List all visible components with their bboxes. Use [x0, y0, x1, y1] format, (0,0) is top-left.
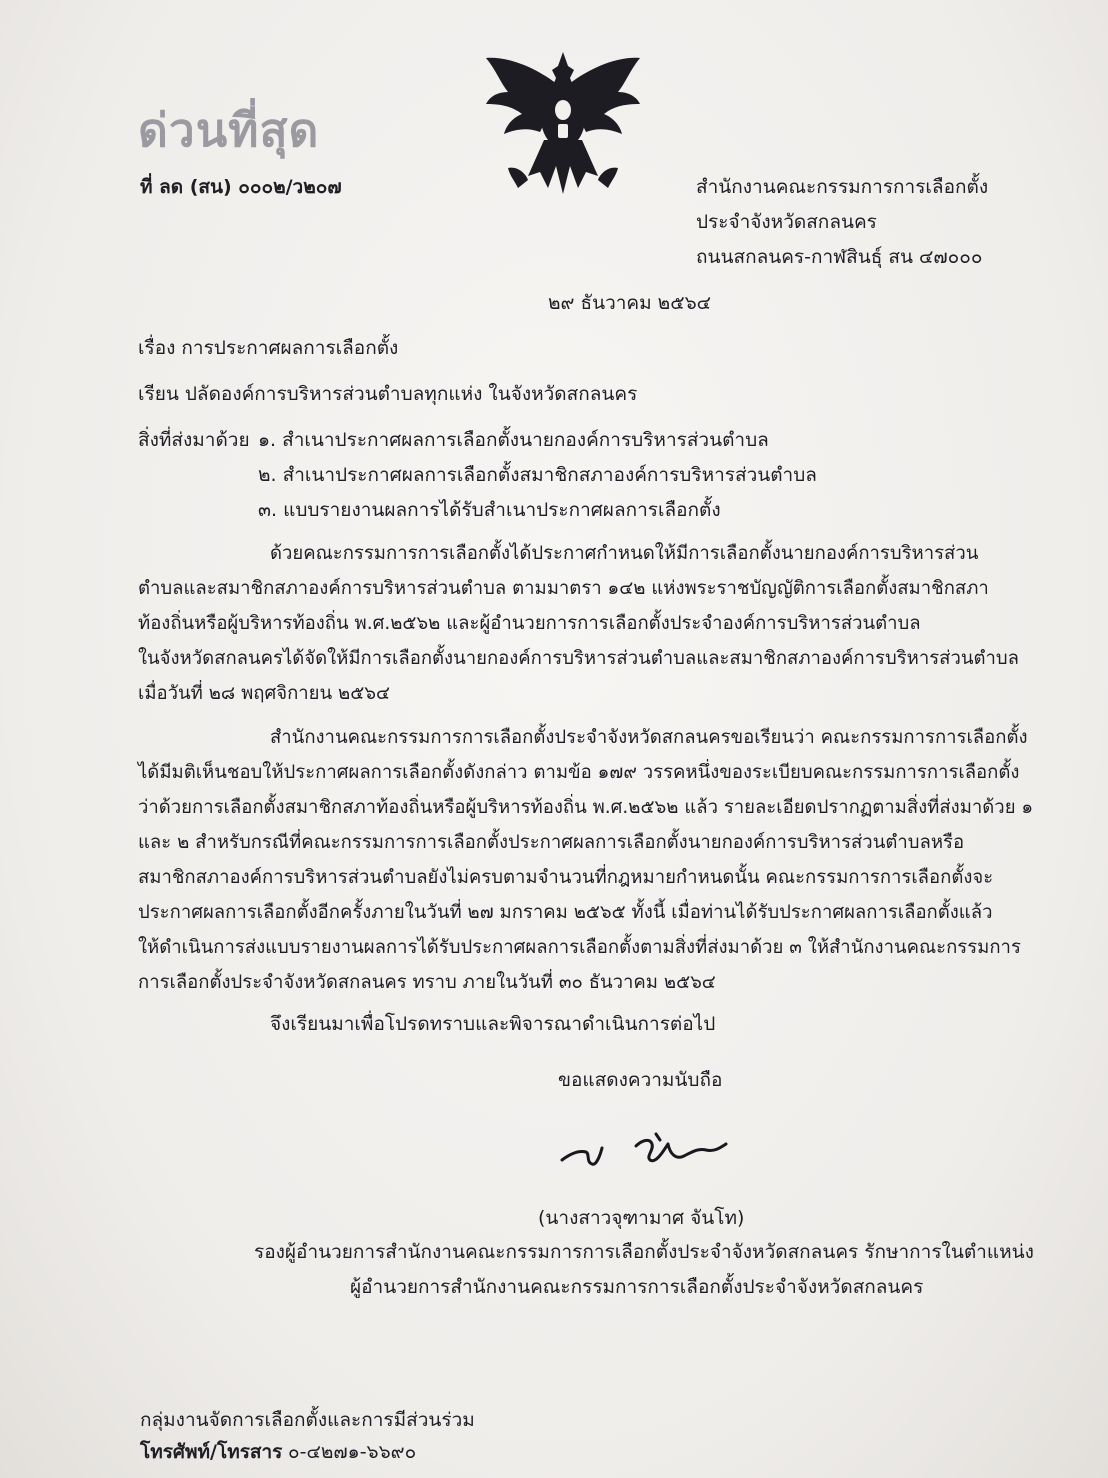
signatory-title-line2: ผู้อำนวยการสำนักงานคณะกรรมการการเลือกตั้งประจำจังหวัดสกลนคร: [350, 1276, 924, 1298]
signatory-title-line1: รองผู้อำนวยการสำนักงานคณะกรรมการการเลือกตั้งประจำจังหวัดสกลนคร รักษาการในตำแหน่ง: [254, 1241, 1034, 1263]
footer-phone-number: ๐-๔๒๗๑-๖๖๙๐: [288, 1441, 417, 1463]
office-name: สำนักงานคณะกรรมการการเลือกตั้ง: [696, 176, 989, 198]
document-number: ที่ ลด (สน) ๐๐๐๒/ว๒๐๗: [140, 176, 342, 198]
signatory-name: (นางสาวจุฑามาศ จันโท): [538, 1207, 745, 1229]
paragraph1-line: เมื่อวันที่ ๒๘ พฤศจิกายน ๒๕๖๔: [138, 683, 390, 704]
paragraph2-line: ว่าด้วยการเลือกตั้งสมาชิกสภาท้องถิ่นหรือผู้บริหารท้องถิ่น พ.ศ.๒๕๖๒ แล้ว รายละเอียดปรากฏตามสิ่งที่ส่งมาด้วย ๑: [138, 797, 1034, 818]
paragraph2-line: และ ๒ สำหรับกรณีที่คณะกรรมการการเลือกตั้งประกาศผลการเลือกตั้งนายกองค์การบริหารส่วนตำบลหรือ: [138, 832, 965, 853]
paragraph2-line: ได้มีมติเห็นชอบให้ประกาศผลการเลือกตั้งดังกล่าว ตามข้อ ๑๗๙ วรรคหนึ่งของระเบียบคณะกรรมการการเลือกตั้ง: [138, 762, 1020, 783]
paragraph2-line: การเลือกตั้งประจำจังหวัดสกลนคร ทราบ ภายในวันที่ ๓๐ ธันวาคม ๒๕๖๔: [138, 972, 716, 993]
footer-phone-label: โทรศัพท์/โทรสาร: [140, 1441, 283, 1463]
closing-request: จึงเรียนมาเพื่อโปรดทราบและพิจารณาดำเนินการต่อไป: [270, 1013, 716, 1035]
paragraph2-line: ประกาศผลการเลือกตั้งอีกครั้งภายในวันที่ ๒๗ มกราคม ๒๕๖๕ ทั้งนี้ เมื่อท่านได้รับประกาศผลการเลือกตั้งแล้ว: [138, 902, 993, 923]
closing-salutation: ขอแสดงความนับถือ: [558, 1069, 723, 1091]
subject-line: เรื่อง การประกาศผลการเลือกตั้ง: [138, 337, 399, 359]
enclosures-label: สิ่งที่ส่งมาด้วย: [138, 429, 250, 451]
office-address: ถนนสกลนคร-กาฬสินธุ์ สน ๔๗๐๐๐: [696, 246, 983, 268]
paragraph1-line: ด้วยคณะกรรมการการเลือกตั้งได้ประกาศกำหนดให้มีการเลือกตั้งนายกองค์การบริหารส่วน: [270, 543, 979, 564]
paragraph1-line: ท้องถิ่นหรือผู้บริหารท้องถิ่น พ.ศ.๒๕๖๒ และผู้อำนวยการการเลือกตั้งประจำองค์การบริหารส่วนตำบล: [138, 613, 921, 634]
handwritten-signature-icon: [556, 1126, 732, 1174]
enclosure-item: ๑. สำเนาประกาศผลการเลือกตั้งนายกองค์การบริหารส่วนตำบล: [258, 429, 769, 451]
garuda-emblem-icon: [478, 48, 648, 198]
enclosure-item: ๒. สำเนาประกาศผลการเลือกตั้งสมาชิกสภาองค์การบริหารส่วนตำบล: [258, 464, 817, 486]
letter-date: ๒๙ ธันวาคม ๒๕๖๔: [548, 292, 712, 314]
office-province: ประจำจังหวัดสกลนคร: [696, 211, 877, 233]
enclosure-item: ๓. แบบรายงานผลการได้รับสำเนาประกาศผลการเลือกตั้ง: [258, 499, 721, 521]
footer-department: กลุ่มงานจัดการเลือกตั้งและการมีส่วนร่วม: [140, 1409, 475, 1431]
paragraph2-line: ให้ดำเนินการส่งแบบรายงานผลการได้รับประกาศผลการเลือกตั้งตามสิ่งที่ส่งมาด้วย ๓ ให้สำนักงานคณะกรรมการ: [138, 937, 1021, 958]
paragraph2-line: สำนักงานคณะกรรมการการเลือกตั้งประจำจังหวัดสกลนครขอเรียนว่า คณะกรรมการการเลือกตั้ง: [270, 727, 1028, 748]
paragraph1-line: ตำบลและสมาชิกสภาองค์การบริหารส่วนตำบล ตามมาตรา ๑๔๒ แห่งพระราชบัญญัติการเลือกตั้งสมาชิกสภา: [138, 578, 989, 599]
paragraph1-line: ในจังหวัดสกลนครได้จัดให้มีการเลือกตั้งนายกองค์การบริหารส่วนตำบลและสมาชิกสภาองค์การบริหารส่วนตำบล: [138, 648, 1019, 669]
paragraph2-line: สมาชิกสภาองค์การบริหารส่วนตำบลยังไม่ครบตามจำนวนที่กฎหมายกำหนดนั้น คณะกรรมการการเลือกตั้งจะ: [138, 867, 994, 888]
recipient-line: เรียน ปลัดองค์การบริหารส่วนตำบลทุกแห่ง ในจังหวัดสกลนคร: [138, 383, 638, 405]
urgency-stamp: ด่วนที่สุด: [138, 103, 320, 157]
